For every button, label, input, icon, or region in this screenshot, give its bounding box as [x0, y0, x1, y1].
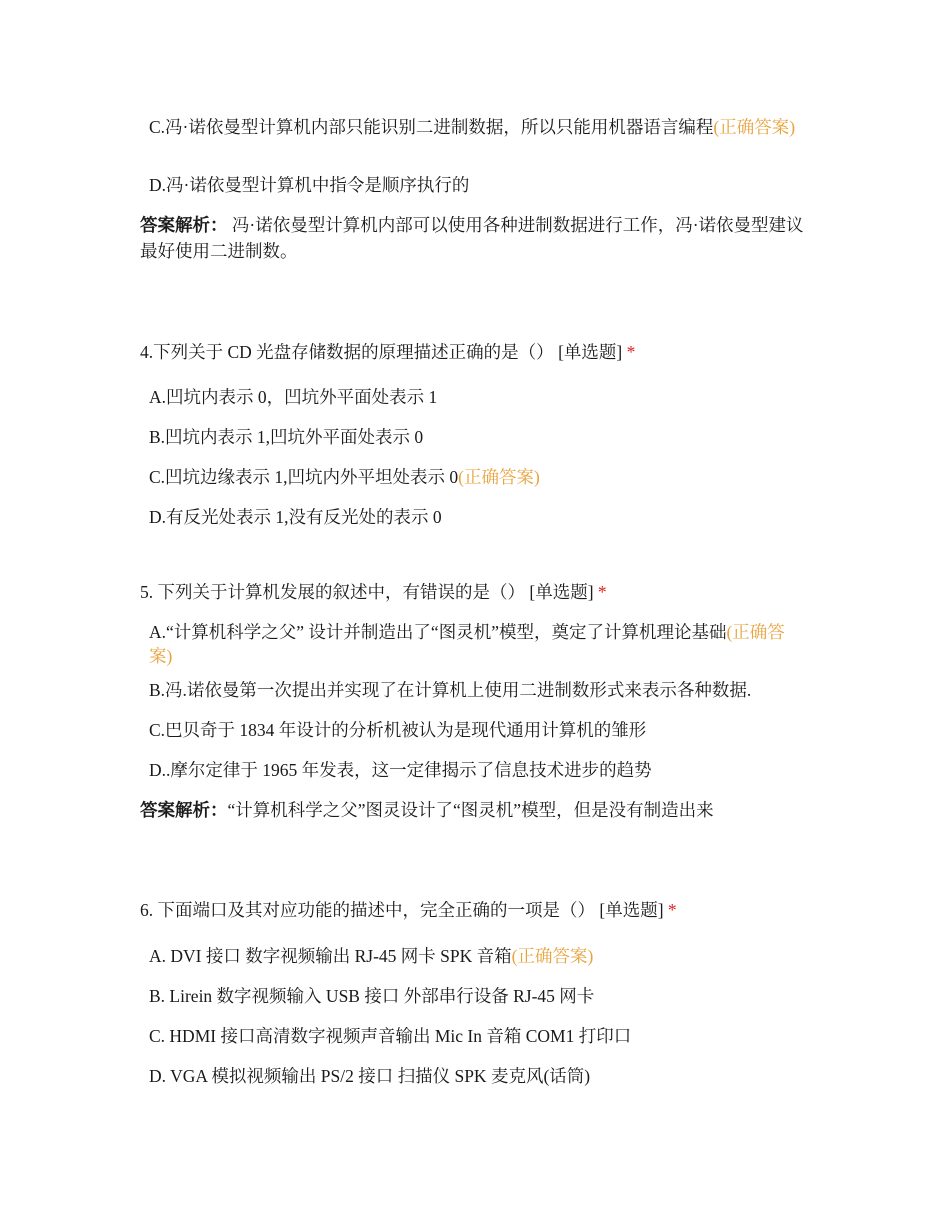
question-text: 6. 下面端口及其对应功能的描述中，完全正确的一项是（）: [140, 900, 595, 920]
q5-option-b: [149, 678, 799, 702]
option-text: C.巴贝奇于 1834 年设计的分析机被认为是现代通用计算机的雏形: [149, 720, 647, 740]
option-text: B. Lirein 数字视频输入 USB 接口 外部串行设备 RJ-45 网卡: [149, 986, 595, 1006]
q6-option-b: [149, 984, 799, 1008]
option-text: A.“计算机科学之父” 设计并制造出了“图灵机”模型，奠定了计算机理论基础: [149, 622, 727, 642]
question-type: [单选题]: [558, 342, 623, 362]
option-text: D..摩尔定律于 1965 年发表，这一定律揭示了信息技术进步的趋势: [149, 760, 652, 780]
correct-answer-mark: (正确答案): [511, 946, 594, 966]
explanation-text: “计算机科学之父”图灵设计了“图灵机”模型，但是没有制造出来: [227, 800, 714, 820]
option-text: A.凹坑内表示 0，凹坑外平面处表示 1: [149, 387, 438, 407]
required-mark: *: [626, 342, 636, 362]
q4-option-c: [149, 465, 799, 489]
question-type: [单选题]: [529, 582, 594, 602]
q4-option-d: [149, 505, 799, 529]
q3-option-d: [149, 173, 799, 197]
q6-option-c: [149, 1024, 799, 1048]
option-text: C. HDMI 接口高清数字视频声音输出 Mic In 音箱 COM1 打印口: [149, 1026, 632, 1046]
option-text: C.凹坑边缘表示 1,凹坑内外平坦处表示 0: [149, 467, 459, 487]
q6-option-a: [149, 944, 799, 968]
q3-option-c: [149, 115, 799, 139]
q5-option-d: [149, 758, 799, 782]
required-mark: *: [597, 582, 607, 602]
q3-explanation: [140, 212, 820, 264]
question-type: [单选题]: [599, 900, 664, 920]
option-text: A. DVI 接口 数字视频输出 RJ-45 网卡 SPK 音箱: [149, 946, 512, 966]
q4-option-b: [149, 425, 799, 449]
correct-answer-mark: (正确答案): [149, 622, 785, 666]
q5-option-a: [149, 620, 799, 668]
q6-question: [140, 898, 810, 922]
q4-option-a: [149, 385, 799, 409]
option-text: C.冯·诺依曼型计算机内部只能识别二进制数据，所以只能用机器语言编程: [149, 117, 714, 137]
explanation-label: 答案解析：: [140, 800, 228, 820]
q6-option-d: [149, 1064, 799, 1088]
option-text: B.凹坑内表示 1,凹坑外平面处表示 0: [149, 427, 424, 447]
explanation-text: 冯·诺依曼型计算机内部可以使用各种进制数据进行工作，冯·诺依曼型建议最好使用二进制数。: [140, 215, 804, 261]
question-text: 4.下列关于 CD 光盘存储数据的原理描述正确的是（）: [140, 342, 554, 362]
correct-answer-mark: (正确答案): [713, 117, 796, 137]
question-text: 5. 下列关于计算机发展的叙述中，有错误的是（）: [140, 582, 525, 602]
q5-option-c: [149, 718, 799, 742]
option-text: D.冯·诺依曼型计算机中指令是顺序执行的: [149, 175, 470, 195]
q5-explanation: [140, 797, 820, 823]
explanation-label: 答案解析：: [140, 215, 228, 235]
option-text: B.冯.诺依曼第一次提出并实现了在计算机上使用二进制数形式来表示各种数据.: [149, 680, 752, 700]
correct-answer-mark: (正确答案): [458, 467, 540, 487]
option-text: D. VGA 模拟视频输出 PS/2 接口 扫描仪 SPK 麦克风(话筒): [149, 1066, 591, 1086]
q5-question: [140, 580, 810, 604]
q4-question: [140, 340, 810, 364]
option-text: D.有反光处表示 1,没有反光处的表示 0: [149, 507, 442, 527]
required-mark: *: [667, 900, 677, 920]
